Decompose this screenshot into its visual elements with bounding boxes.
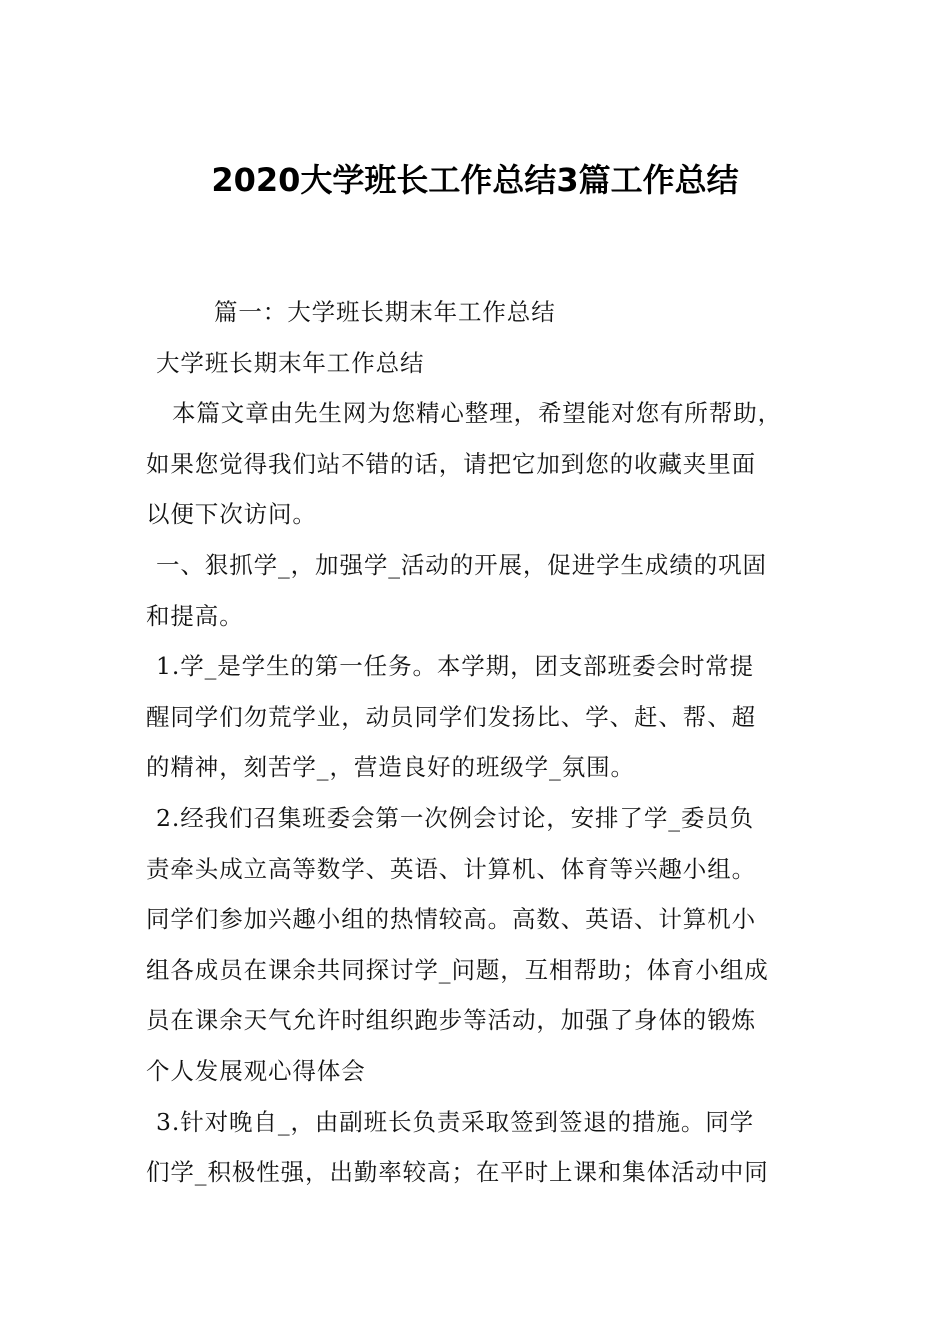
paragraph-line: 如果您觉得我们站不错的话，请把它加到您的收藏夹里面	[146, 449, 756, 478]
document-body	[146, 287, 818, 1198]
paragraph-line: 们学_积极性强，出勤率较高；在平时上课和集体活动中同	[146, 1158, 769, 1187]
paragraph-line: 组各成员在课余共同探讨学_问题，互相帮助；体育小组成	[146, 955, 769, 984]
list-item-line: 2.经我们召集班委会第一次例会讨论，安排了学_委员负	[156, 803, 755, 832]
list-item-line: 3.针对晚自_，由副班长负责采取签到签退的措施。同学	[156, 1107, 755, 1136]
paragraph-line: 和提高。	[146, 601, 244, 630]
chapter-heading: 篇一：大学班长期末年工作总结	[214, 298, 556, 326]
paragraph-line: 以便下次访问。	[146, 500, 317, 529]
document-title: 2020大学班长工作总结3篇工作总结	[211, 161, 739, 199]
paragraph-line: 个人发展观心得体会	[146, 1056, 366, 1085]
paragraph-line: 本篇文章由先生网为您精心整理，希望能对您有所帮助，	[172, 399, 782, 428]
paragraph-line: 责牵头成立高等数学、英语、计算机、体育等兴趣小组。	[146, 854, 756, 883]
section-subtitle: 大学班长期末年工作总结	[156, 348, 425, 377]
paragraph-line: 的精神，刻苦学_，营造良好的班级学_氛围。	[146, 753, 635, 782]
list-item-line: 1.学_是学生的第一任务。本学期，团支部班委会时常提	[156, 652, 755, 681]
paragraph-line: 同学们参加兴趣小组的热情较高。高数、英语、计算机小	[146, 905, 756, 934]
paragraph-line: 醒同学们勿荒学业，动员同学们发扬比、学、赶、帮、超	[146, 702, 756, 731]
paragraph-line: 员在课余天气允许时组织跑步等活动，加强了身体的锻炼	[146, 1006, 756, 1035]
section-heading: 一、狠抓学_，加强学_活动的开展，促进学生成绩的巩固	[156, 550, 767, 579]
